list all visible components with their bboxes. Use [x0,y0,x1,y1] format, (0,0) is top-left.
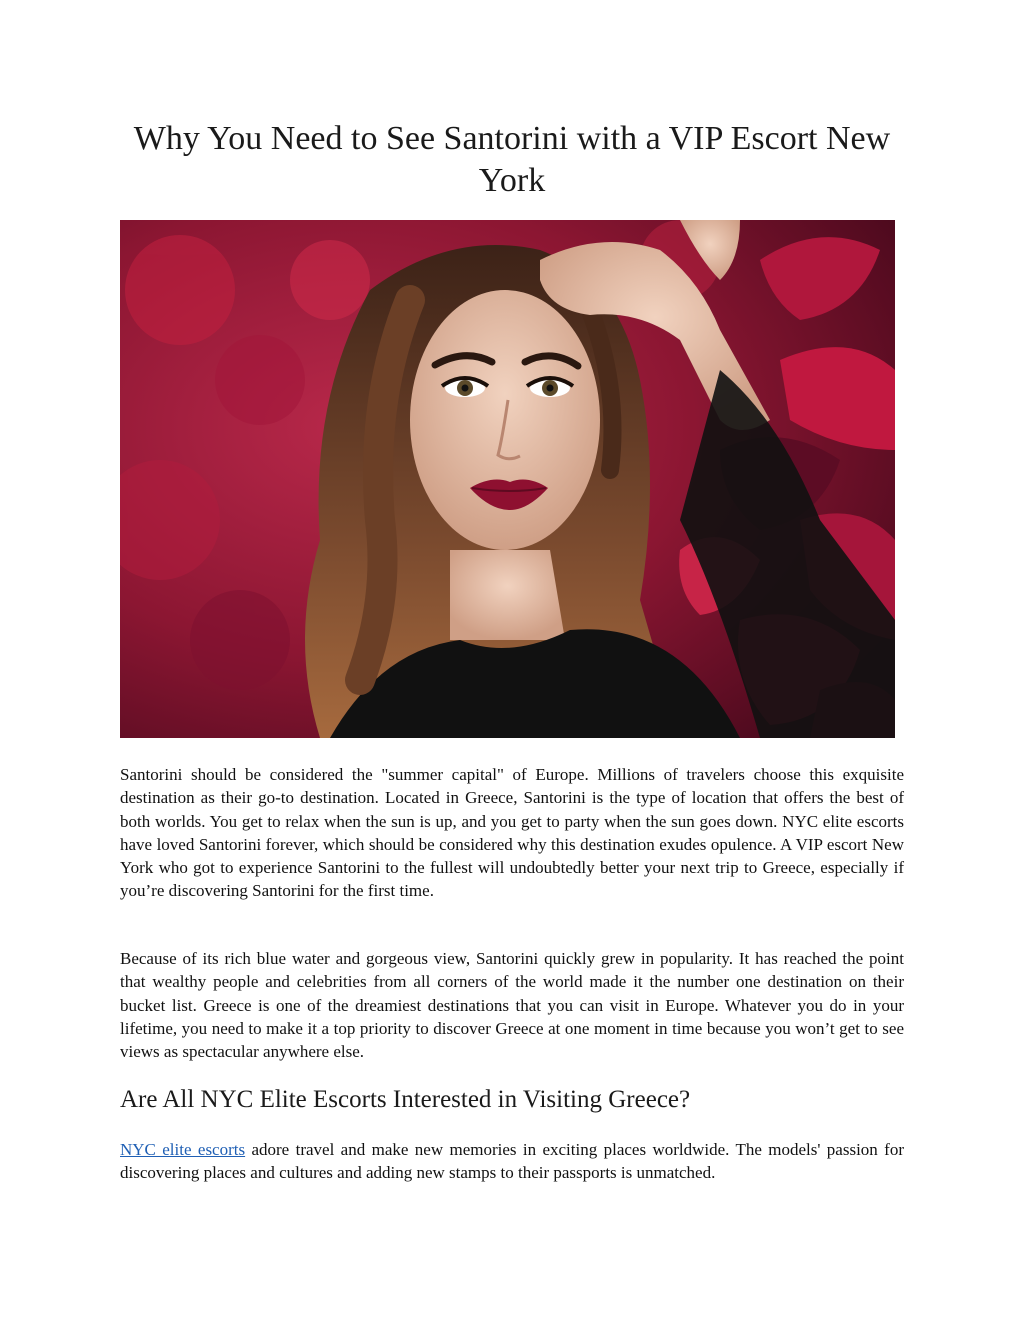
page-title: Why You Need to See Santorini with a VIP Escort New York [133,120,891,199]
paragraph-models [120,1138,904,1185]
portrait-photo-icon [120,220,895,738]
paragraph-models-text: adore travel and make new memories in exciting places worldwide. The models' passion for discovering places and cultures and adding new stamps to their passports is unmatched. [120,1140,905,1183]
nyc-elite-escorts-link[interactable]: NYC elite escorts [120,1140,246,1159]
paragraph-popularity: Because of its rich blue water and gorgeous view, Santorini quickly grew in popularity. It has reached the point that wealthy people and celebrities from all corners of the world made it the number one destination on their bucket list. Greece is one of the dreamiest destinations that you can visit in Europe. Whatever you do in your lifetime, you need to make it a top priority to discover Greece at one moment in time because you won’t get to see views as spectacular anywhere else. [120,949,904,1062]
section-heading: Are All NYC Elite Escorts Interested in Visiting Greece? [120,1086,691,1113]
paragraph-intro: Santorini should be considered the "summer capital" of Europe. Millions of travelers choose this exquisite destination as their go-to destination. Located in Greece, Santorini is the type of location that offers the best of both worlds. You get to relax when the sun is up, and you get to party when the sun goes down. NYC elite escorts have loved Santorini forever, which should be considered why this destination exudes opulence. A VIP escort New York who got to experience Santorini to the fullest will undoubtedly better your next trip to Greece, especially if you’re discovering Santorini for the first time. [120,765,904,901]
portrait-photo [120,220,895,738]
